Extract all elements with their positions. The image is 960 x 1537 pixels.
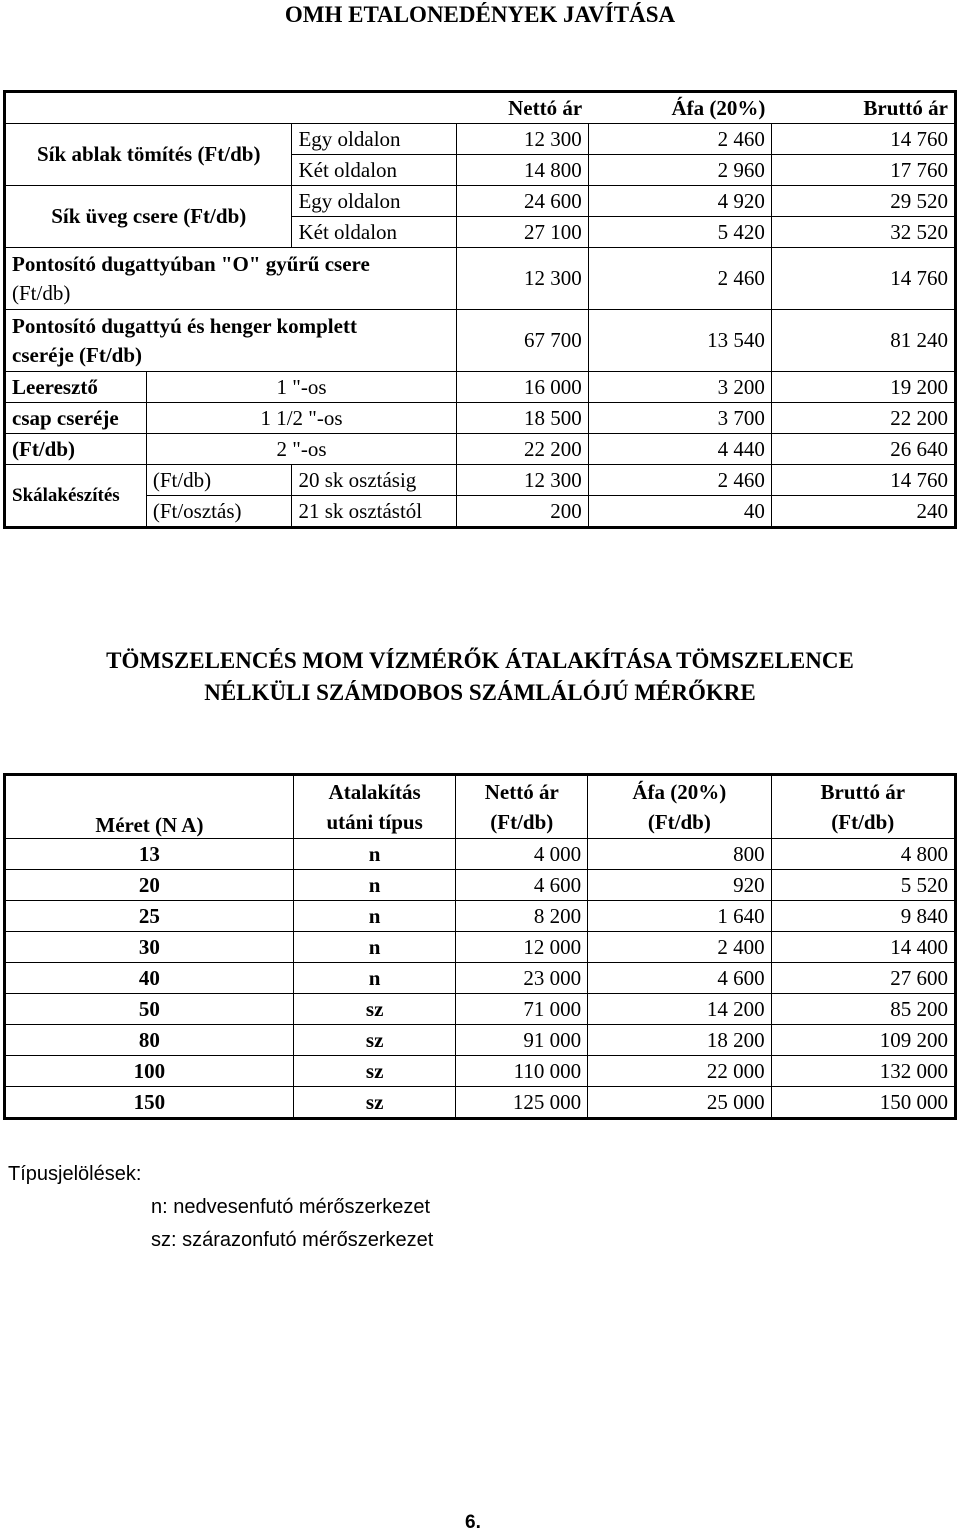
- cell-netto: 67 700: [457, 310, 589, 372]
- skala-label: Skálakészítés: [5, 465, 147, 528]
- row-sub-label: 20 sk osztásig: [292, 465, 457, 496]
- cell-meret: 80: [5, 1025, 294, 1056]
- leereszto-label-3: (Ft/db): [5, 434, 147, 465]
- table-row: [5, 124, 956, 155]
- leereszto-label-2: csap cseréje: [5, 403, 147, 434]
- table-row: [5, 1056, 956, 1087]
- row-sub-label: 1 "-os: [146, 372, 456, 403]
- header-tipus-line1: Atalakítás: [328, 780, 421, 804]
- label-line2: (Ft/db): [12, 280, 71, 305]
- header-afa-line1: Áfa (20%): [632, 780, 727, 804]
- cell-brutto: 22 200: [771, 403, 955, 434]
- row-unit-label: (Ft/osztás): [146, 496, 292, 528]
- cell-brutto: 109 200: [771, 1025, 955, 1056]
- cell-meret: 25: [5, 901, 294, 932]
- table-row: [5, 496, 956, 528]
- cell-netto: 200: [457, 496, 589, 528]
- cell-brutto: 29 520: [771, 186, 955, 217]
- cell-afa: 3 200: [588, 372, 771, 403]
- cell-netto: 23 000: [456, 963, 588, 994]
- cell-brutto: 17 760: [771, 155, 955, 186]
- header-brutto-line1: Bruttó ár: [820, 780, 906, 804]
- cell-afa: 14 200: [588, 994, 771, 1025]
- cell-brutto: 5 520: [771, 870, 955, 901]
- header-afa: Áfa (20%): [671, 95, 766, 120]
- cell-brutto: 19 200: [771, 372, 955, 403]
- cell-afa: 5 420: [588, 217, 771, 248]
- header-netto: Nettó ár: [508, 95, 583, 120]
- cell-tipus: n: [293, 870, 456, 901]
- type-legend: [8, 1158, 433, 1257]
- table-row: [5, 248, 956, 310]
- leereszto-label-1: Leeresztő: [5, 372, 147, 403]
- header-meret: Méret (N A): [5, 775, 294, 839]
- cell-tipus: n: [293, 963, 456, 994]
- cell-netto: 71 000: [456, 994, 588, 1025]
- table-row: [5, 1025, 956, 1056]
- table-row: [5, 963, 956, 994]
- cell-afa: 920: [588, 870, 771, 901]
- cell-brutto: 132 000: [771, 1056, 955, 1087]
- cell-netto: 12 000: [456, 932, 588, 963]
- header-netto: [456, 775, 588, 839]
- header-netto-line2: (Ft/db): [490, 810, 554, 834]
- sik-uveg-label: Sík üveg csere (Ft/db): [5, 186, 292, 248]
- cell-tipus: n: [293, 901, 456, 932]
- row-sub-label: 1 1/2 "-os: [146, 403, 456, 434]
- section-title-line1: TÖMSZELENCÉS MOM VÍZMÉRŐK ÁTALAKÍTÁSA TÖMSZELENCE: [106, 648, 854, 673]
- cell-brutto: 4 800: [771, 839, 955, 870]
- row-sub-label: 21 sk osztástól: [292, 496, 457, 528]
- cell-brutto: 240: [771, 496, 955, 528]
- cell-netto: 18 500: [457, 403, 589, 434]
- cell-brutto: 9 840: [771, 901, 955, 932]
- pontosito-k-label: [5, 310, 457, 372]
- cell-afa: 4 440: [588, 434, 771, 465]
- cell-tipus: sz: [293, 1056, 456, 1087]
- cell-brutto: 32 520: [771, 217, 955, 248]
- cell-tipus: n: [293, 932, 456, 963]
- cell-afa: 22 000: [588, 1056, 771, 1087]
- cell-afa: 3 700: [588, 403, 771, 434]
- header-brutto-line2: (Ft/db): [831, 810, 895, 834]
- table-row: [5, 372, 956, 403]
- table-row: [5, 465, 956, 496]
- cell-tipus: sz: [293, 1087, 456, 1119]
- cell-netto: 8 200: [456, 901, 588, 932]
- cell-netto: 16 000: [457, 372, 589, 403]
- table-row: [5, 994, 956, 1025]
- cell-meret: 100: [5, 1056, 294, 1087]
- cell-netto: 125 000: [456, 1087, 588, 1119]
- cell-meret: 50: [5, 994, 294, 1025]
- cell-afa: 2 960: [588, 155, 771, 186]
- table-row: [5, 901, 956, 932]
- cell-meret: 13: [5, 839, 294, 870]
- table-row: [5, 434, 956, 465]
- cell-afa: 13 540: [588, 310, 771, 372]
- cell-meret: 20: [5, 870, 294, 901]
- cell-netto: 12 300: [457, 248, 589, 310]
- table-row: [5, 186, 956, 217]
- header-brutto: Bruttó ár: [863, 95, 948, 120]
- cell-netto: 91 000: [456, 1025, 588, 1056]
- table-row: [5, 1087, 956, 1119]
- row-sub-label: Egy oldalon: [292, 186, 457, 217]
- cell-afa: 2 460: [588, 465, 771, 496]
- table-header-row: [5, 775, 956, 839]
- cell-afa: 25 000: [588, 1087, 771, 1119]
- legend-title: Típusjelölések:: [8, 1163, 142, 1185]
- table-row: [5, 310, 956, 372]
- legend-sz: sz: szárazonfutó mérőszerkezet: [151, 1229, 434, 1251]
- cell-netto: 4 000: [456, 839, 588, 870]
- cell-afa: 4 600: [588, 963, 771, 994]
- cell-meret: 30: [5, 932, 294, 963]
- header-afa: [588, 775, 771, 839]
- header-brutto: [771, 775, 955, 839]
- cell-brutto: 26 640: [771, 434, 955, 465]
- repair-price-table: [3, 90, 957, 529]
- section-title-line2: NÉLKÜLI SZÁMDOBOS SZÁMLÁLÓJÚ MÉRŐKRE: [204, 680, 756, 705]
- row-unit-label: (Ft/db): [146, 465, 292, 496]
- pontosito-o-label: [5, 248, 457, 310]
- table-row: [5, 870, 956, 901]
- cell-netto: 110 000: [456, 1056, 588, 1087]
- cell-meret: 40: [5, 963, 294, 994]
- cell-brutto: 14 760: [771, 248, 955, 310]
- cell-afa: 1 640: [588, 901, 771, 932]
- page-number: 6.: [465, 1512, 481, 1533]
- header-afa-line2: (Ft/db): [647, 810, 711, 834]
- row-sub-label: 2 "-os: [146, 434, 456, 465]
- cell-meret: 150: [5, 1087, 294, 1119]
- cell-netto: 12 300: [457, 124, 589, 155]
- table-header-row: [5, 92, 956, 124]
- water-meter-table: [3, 773, 957, 1120]
- cell-brutto: 85 200: [771, 994, 955, 1025]
- header-tipus-line2: utáni típus: [326, 810, 423, 834]
- cell-netto: 22 200: [457, 434, 589, 465]
- cell-tipus: n: [293, 839, 456, 870]
- header-tipus: [293, 775, 456, 839]
- legend-n: n: nedvesenfutó mérőszerkezet: [151, 1196, 431, 1218]
- sik-ablak-label: Sík ablak tömítés (Ft/db): [5, 124, 292, 186]
- row-sub-label: Egy oldalon: [292, 124, 457, 155]
- cell-brutto: 14 760: [771, 465, 955, 496]
- cell-tipus: sz: [293, 994, 456, 1025]
- cell-netto: 4 600: [456, 870, 588, 901]
- cell-brutto: 81 240: [771, 310, 955, 372]
- row-sub-label: Két oldalon: [292, 155, 457, 186]
- cell-afa: 800: [588, 839, 771, 870]
- cell-brutto: 14 400: [771, 932, 955, 963]
- cell-tipus: sz: [293, 1025, 456, 1056]
- cell-afa: 40: [588, 496, 771, 528]
- label-line2: cseréje (Ft/db): [12, 342, 143, 367]
- cell-afa: 2 400: [588, 932, 771, 963]
- cell-netto: 12 300: [457, 465, 589, 496]
- label-line1: Pontosító dugattyú és henger komplett: [12, 313, 357, 338]
- cell-netto: 24 600: [457, 186, 589, 217]
- header-netto-line1: Nettó ár: [484, 780, 559, 804]
- cell-netto: 14 800: [457, 155, 589, 186]
- label-line1: Pontosító dugattyúban "O" gyűrű csere: [12, 251, 370, 276]
- cell-afa: 2 460: [588, 124, 771, 155]
- table-row: [5, 403, 956, 434]
- page-title: OMH ETALONEDÉNYEK JAVÍTÁSA: [284, 2, 676, 27]
- row-sub-label: Két oldalon: [292, 217, 457, 248]
- table-row: [5, 932, 956, 963]
- cell-brutto: 27 600: [771, 963, 955, 994]
- cell-afa: 4 920: [588, 186, 771, 217]
- section-title: [0, 645, 960, 709]
- cell-afa: 18 200: [588, 1025, 771, 1056]
- cell-brutto: 150 000: [771, 1087, 955, 1119]
- cell-brutto: 14 760: [771, 124, 955, 155]
- cell-afa: 2 460: [588, 248, 771, 310]
- cell-netto: 27 100: [457, 217, 589, 248]
- table-row: [5, 839, 956, 870]
